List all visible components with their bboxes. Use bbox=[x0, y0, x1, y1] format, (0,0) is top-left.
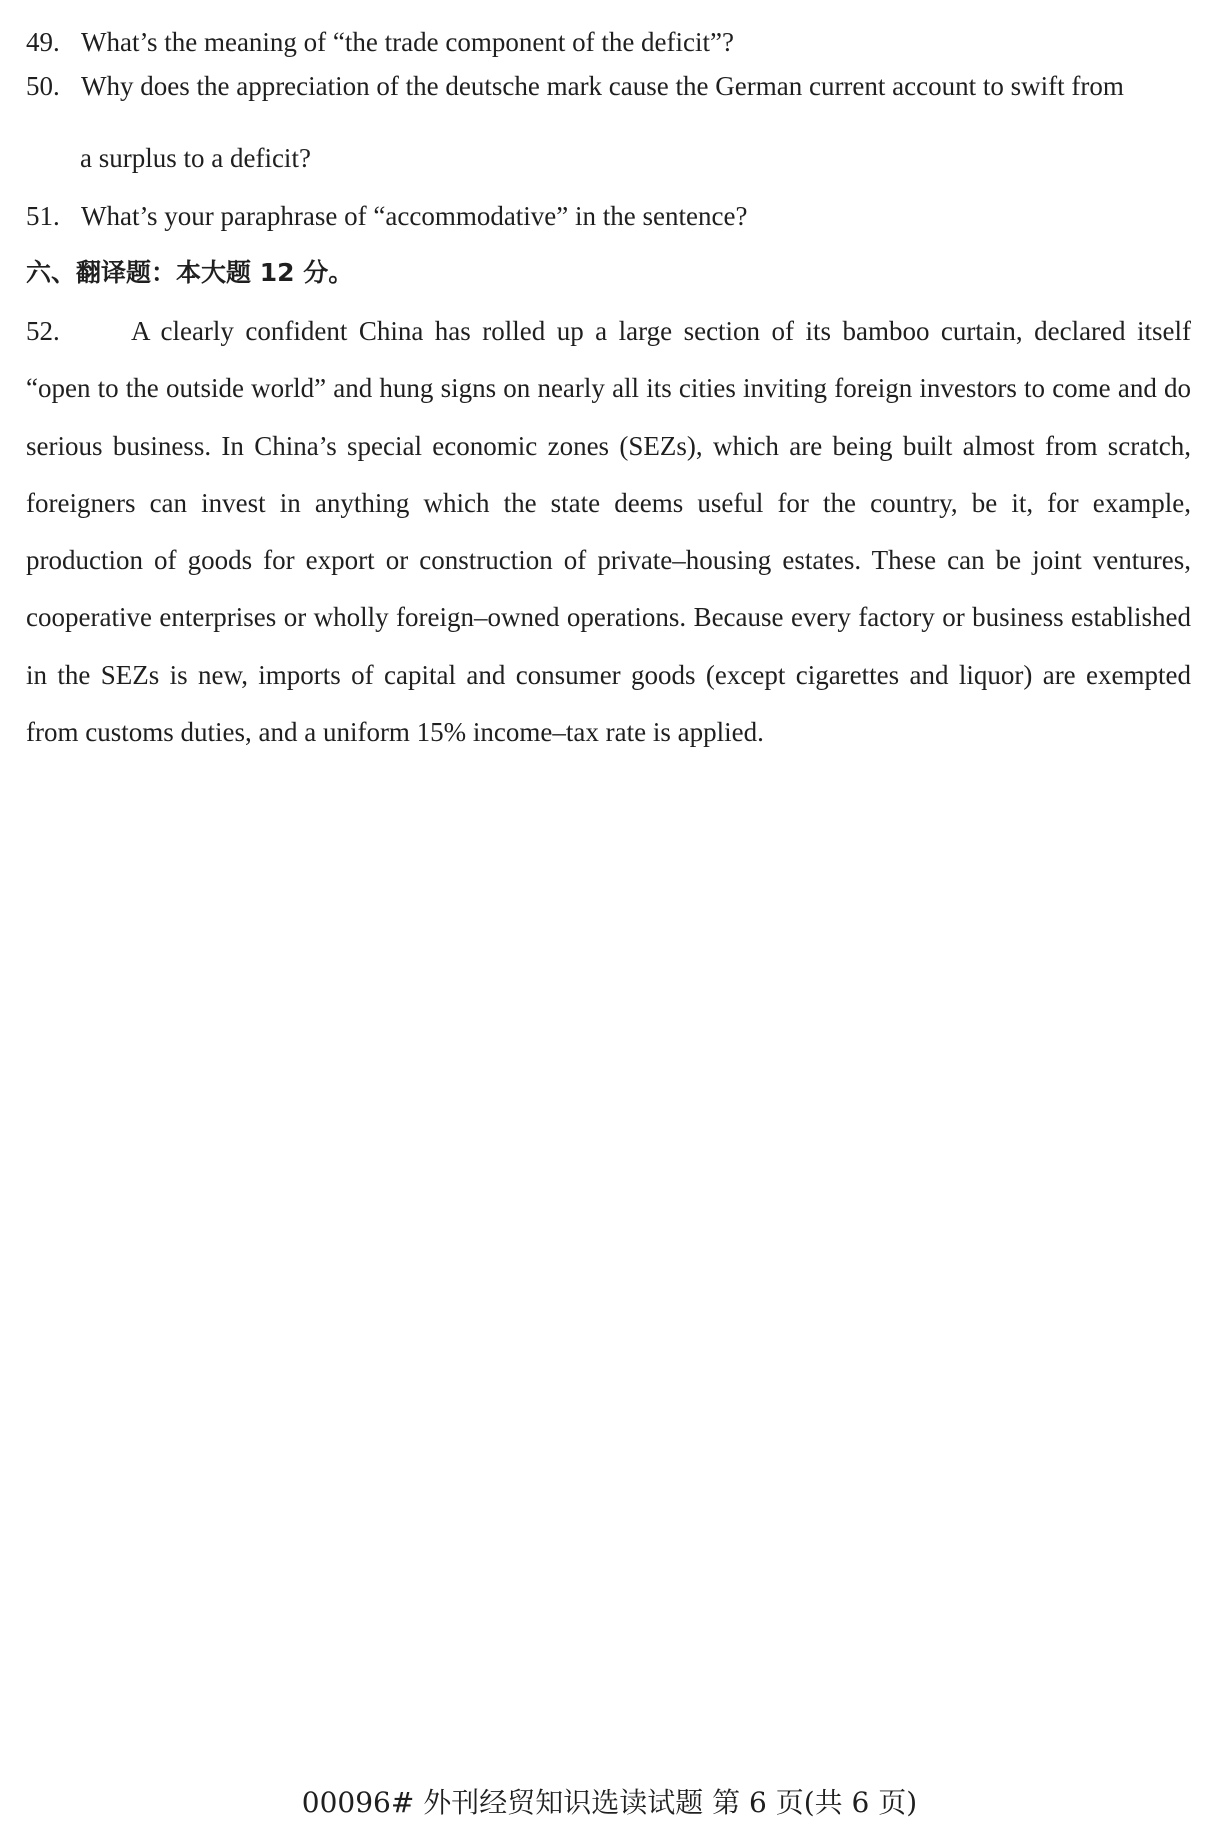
question-number: 51. bbox=[26, 201, 60, 231]
question-number: 52. bbox=[26, 316, 60, 346]
question-text: What’s the meaning of “the trade component of the deficit”? bbox=[81, 27, 734, 57]
question-number: 50. bbox=[26, 71, 60, 101]
question-50-continuation bbox=[80, 140, 1191, 176]
question-50 bbox=[26, 68, 1191, 104]
question-number: 49. bbox=[26, 27, 60, 57]
question-49 bbox=[26, 24, 1191, 60]
translation-passage bbox=[26, 303, 1191, 761]
question-text: What’s your paraphrase of “accommodative” in the sentence? bbox=[81, 201, 748, 231]
page-footer: 00096# 外刊经贸知识选读试题 第 6 页(共 6 页) bbox=[301, 1786, 918, 1819]
passage-text: A clearly confident China has rolled up a large section of its bamboo curtain, declared itself “open to the outside world” and hung signs on nearly all its cities inviting foreign investors to come and do serious business. In China’s special economic zones (SEZs), which are being built almost from scratch, foreigners can invest in anything which the state deems useful for the country, be it, for example, production of goods for export or construction of private–housing estates. These can be joint ventures, cooperative enterprises or wholly foreign–owned operations. Because every factory or business established in the SEZs is new, imports of capital and consumer goods (except cigarettes and liquor) are exempted from customs duties, and a uniform 15% income–tax rate is applied. bbox=[26, 316, 1191, 748]
question-text: Why does the appreciation of the deutsche mark cause the German current account to swift from bbox=[81, 71, 1124, 101]
question-text-continuation: a surplus to a deficit? bbox=[80, 143, 311, 173]
section-heading: 六、翻译题：本大题 12 分。 bbox=[26, 258, 354, 287]
question-51 bbox=[26, 198, 1191, 234]
